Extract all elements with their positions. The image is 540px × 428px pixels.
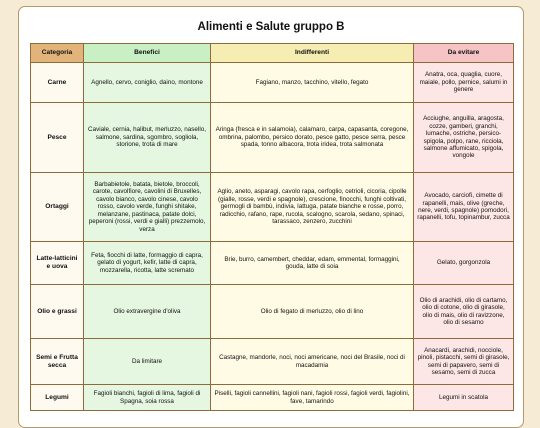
da-evitare-cell: Olio di arachidi, olio di cartamo, olio di cotone, olio di girasole, olio di mais, olio di ravizzone, olio di sesamo xyxy=(414,285,514,339)
benefici-cell: Da limitare xyxy=(84,339,211,385)
header-categoria: Categoria xyxy=(31,44,84,63)
category-cell: Carne xyxy=(31,63,84,103)
category-cell: Latte-latticini e uova xyxy=(31,242,84,285)
indifferenti-cell: Aglio, aneto, asparagi, cavolo rapa, cerfoglio, cetrioli, cicoria, cipolle (gialle, rosse, verdi e spagnole), crescione, finocchi, funghi coltivati, germogli di bambù, indivia, lattuga, patate bianche e rosse, porro, radicchio, rafano, rape, rucola, scalogno, scarola, sedano, spinaci, tarassaco, zenzero, zucchini xyxy=(211,173,414,242)
indifferenti-cell: Fagiano, manzo, tacchino, vitello, fegato xyxy=(211,63,414,103)
benefici-cell: Caviale, cernia, halibut, merluzzo, nasello, salmone, sardina, sgombro, sogliola, storione, trota di mare xyxy=(84,103,211,173)
table-row xyxy=(31,173,514,242)
da-evitare-cell: Acciughe, anguilla, aragosta, cozze, gamberi, granchi, lumache, ostriche, persico-spigola, polpo, rane, ricciola, salmone affumicato, spigola, vongole xyxy=(414,103,514,173)
food-table xyxy=(30,43,514,411)
benefici-cell: Olio extravergine d'oliva xyxy=(84,285,211,339)
indifferenti-cell: Brie, burro, camembert, cheddar, edam, emmental, formaggini, gouda, latte di soia xyxy=(211,242,414,285)
benefici-cell: Barbabietole, batata, bietole, broccoli, carote, cavolfiore, cavolini di Bruxelles, cavolo bianco, cavolo cinese, cavolo rosso, cavolo verde, funghi shitake, melanzane, pastinaca, patate dolci, peperoni (rossi, verdi e gialli) prezzemolo, verza xyxy=(84,173,211,242)
header-row xyxy=(31,44,514,63)
da-evitare-cell: Gelato, gorgonzola xyxy=(414,242,514,285)
header-benefici: Benefici xyxy=(84,44,211,63)
header-da-evitare: Da evitare xyxy=(414,44,514,63)
category-cell: Pesce xyxy=(31,103,84,173)
table-row xyxy=(31,339,514,385)
indifferenti-cell: Aringa (fresca e in salamoia), calamaro, carpa, capasanta, coregone, ombrina, palombo, persico dorato, pesce gatto, pesce serra, pesce spada, tonno albacora, trota iridea, trota salmonata xyxy=(211,103,414,173)
table-row xyxy=(31,242,514,285)
category-cell: Ortaggi xyxy=(31,173,84,242)
table-row xyxy=(31,285,514,339)
content-card xyxy=(18,6,524,428)
da-evitare-cell: Anacardi, arachidi, nocciole, pinoli, pistacchi, semi di girasole, semi di papavero, semi di sesamo, semi di zucca xyxy=(414,339,514,385)
category-cell: Legumi xyxy=(31,385,84,411)
benefici-cell: Fagioli bianchi, fagioli di lima, fagioli di Spagna, soia rossa xyxy=(84,385,211,411)
page-title: Alimenti e Salute gruppo B xyxy=(197,21,345,33)
table-row xyxy=(31,385,514,411)
header-indifferenti: Indifferenti xyxy=(211,44,414,63)
category-cell: Semi e Frutta secca xyxy=(31,339,84,385)
indifferenti-cell: Piselli, fagioli cannellini, fagioli nani, fagioli rossi, fagioli verdi, fagiolini, fave, tamarindo xyxy=(211,385,414,411)
category-cell: Olio e grassi xyxy=(31,285,84,339)
indifferenti-cell: Castagne, mandorle, noci, noci americane, noci del Brasile, noci di macadamia xyxy=(211,339,414,385)
table-row xyxy=(31,63,514,103)
da-evitare-cell: Anatra, oca, quaglia, cuore, maiale, pollo, pernice, salumi in genere xyxy=(414,63,514,103)
indifferenti-cell: Olio di fegato di merluzzo, olio di lino xyxy=(211,285,414,339)
benefici-cell: Agnello, cervo, coniglio, daino, montone xyxy=(84,63,211,103)
table-row xyxy=(31,103,514,173)
da-evitare-cell: Legumi in scatola xyxy=(414,385,514,411)
benefici-cell: Feta, fiocchi di latte, formaggio di capra, gelato di yogurt, kefir, latte di capra, mozzarella, ricotta, latte scremato xyxy=(84,242,211,285)
da-evitare-cell: Avocado, carciofi, cimette di rapanelli, mais, olive (greche, nere, verdi, spagnole) pomodori, rapanelli, tofu, topinambur, zucca xyxy=(414,173,514,242)
